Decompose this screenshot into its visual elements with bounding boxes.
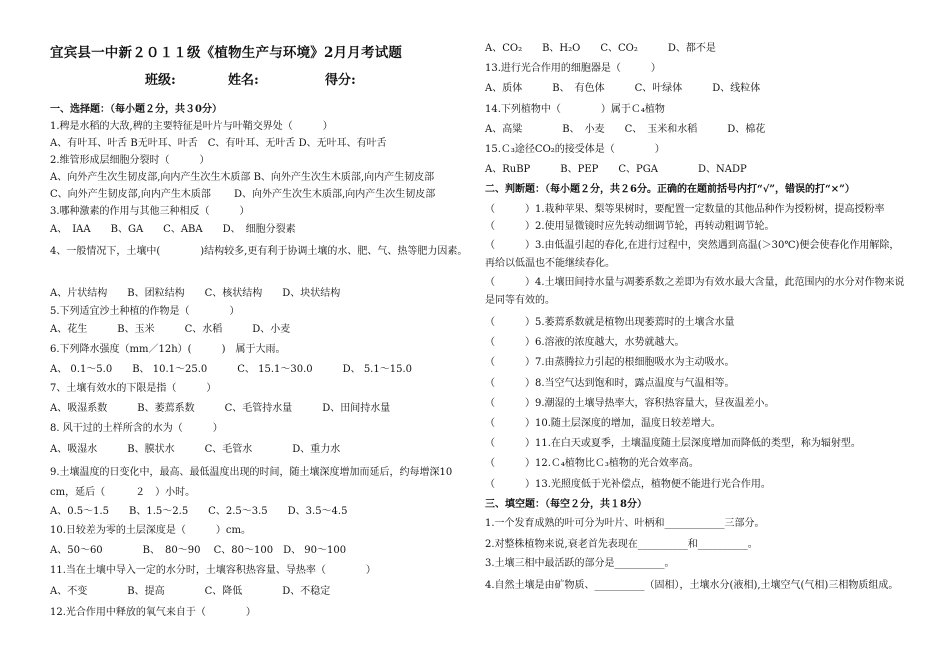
right-line-0: A、CO₂ B、H₂O C、CO₂ D、都不是 <box>485 43 716 54</box>
right-line-24: 3.土壤三相中最活跃的部分是__________。 <box>485 558 675 569</box>
right-line-7: 二、判断题：（每小题２分，共２6分。正确的在题前括号内打“√”，错误的打“×”） <box>485 184 855 195</box>
right-line-14: （ ）7.由蒸腾拉力引起的根细胞吸水为主动吸水。 <box>485 357 735 368</box>
left-line-7: 3.哪种激素的作用与其他三种相反（ ） <box>50 206 250 217</box>
left-line-5: A、向外产生次生韧皮部,向内产生次生木质部 B、向外产生次生木质部,向内产生韧皮部 <box>50 172 435 183</box>
left-line-20: A、0.5～1.5 B、1.5～2.5 C、2.5～3.5 D、3.5～4.5 <box>50 506 348 517</box>
left-line-15: 7、土壤有效水的下限是指（ ） <box>50 383 217 394</box>
class-label: 班级: <box>145 73 176 88</box>
right-line-19: （ ）12.Ｃ₄植物比Ｃ₃植物的光合效率高。 <box>485 458 699 469</box>
left-line-1: 一、选择题：（每小题２分，共３0分） <box>50 104 222 115</box>
right-line-11: （ ）4.土壤田间持水量与凋萎系数之差即为有效水最大含量，此范围内的水分对作物来说是同等有效的。 <box>485 277 905 306</box>
right-line-10: （ ）3.由低温引起的春化,在进行过程中，突然遇到高温(＞30℃)便会使春化作用解除，再给以低温也不能继续春化。 <box>485 240 900 269</box>
left-line-19: 9.土壤温度的日变化中，最高、最低温度出现的时间，随土壤深度增加而延后，约每增深10 cm，延后（ ２ ）小时。 <box>50 467 453 498</box>
right-line-16: （ ）9.潮湿的土壤导热率大，容积热容量大，昼夜温差小。 <box>485 398 775 409</box>
right-line-17: （ ）10.随土层深度的增加，温度日较差增大。 <box>485 418 721 429</box>
left-line-14: A、 0.1～5.0 B、 10.1～25.0 C、 15.1～30.0 D、 5.1～15.0 <box>50 364 412 375</box>
right-line-21: 三、填空题：（每空２分，共１8分） <box>485 499 647 510</box>
right-line-8: （ ）1.栽种苹果、梨等果树时，要配置一定数量的其他品种作为授粉树，提高授粉率 <box>485 204 885 215</box>
left-line-11: 5.下列适宜沙土种植的作物是（ ） <box>50 306 240 317</box>
left-line-23: 11.当在土壤中导入一定的水分时，土壤容积热容量、导热率（ ） <box>50 565 376 576</box>
right-line-15: （ ）8.当空气达到饱和时，露点温度与气温相等。 <box>485 378 735 389</box>
right-line-3: 14.下列植物中（ ）属于Ｃ₄植物 <box>485 104 665 115</box>
right-line-23: 2.对整株植物来说,衰老首先表现在__________和__________。 <box>485 539 758 550</box>
left-line-9: 4、一般情况下，土壤中( )结构较多,更有利于协调土壤的水、肥、气、热等肥力因素。 <box>50 246 468 257</box>
left-line-2: 1.稗是水稻的大敌,稗的主要特征是叶片与叶鞘交界处（ ） <box>50 121 333 132</box>
right-line-6: A、RuBP B、PEP C、PGA D、NADP <box>485 164 747 175</box>
right-line-9: （ ）2.使用显微镜时应先转动细调节轮，再转动粗调节轮。 <box>485 221 775 232</box>
right-line-18: （ ）11.在白天或夏季，土壤温度随土层深度增加而降低的类型，称为辐射型。 <box>485 438 861 449</box>
right-line-1: 13.进行光合作用的细胞器是（ ） <box>485 63 661 74</box>
left-line-12: A、花生 B、玉米 C、水稻 D、小麦 <box>50 324 291 335</box>
right-line-5: 15.Ｃ₃途径CO₂的接受体是（ ） <box>485 144 665 155</box>
left-line-22: A、50～60 B、 80～90 C、80～100 D、 90～100 <box>50 545 347 556</box>
left-line-17: 8. 风干过的土样所含的水为（ ） <box>50 423 223 434</box>
left-line-3: A、有叶耳、叶舌 B无叶耳、叶舌 C、有叶耳、无叶舌 D、无叶耳、有叶舌 <box>50 138 387 149</box>
name-label: 姓名: <box>228 73 259 88</box>
left-line-0: 宜宾县一中新２０１１级《植物生产与环境》2月月考试题 <box>50 45 403 61</box>
right-line-2: A、质体 B、 有色体 C、叶绿体 D、线粒体 <box>485 83 761 94</box>
left-line-4: 2.维管形成层细胞分裂时（ ） <box>50 155 210 166</box>
left-line-10: A、片状结构 B、团粒结构 C、核状结构 D、块状结构 <box>50 288 341 299</box>
right-line-13: （ ）6.溶液的浓度越大，水势就越大。 <box>485 337 685 348</box>
left-line-16: A、吸湿系数 B、萎蔫系数 C、毛管持水量 D、田间持水量 <box>50 403 391 414</box>
right-line-22: 1.一个发育成熟的叶可分为叶片、叶柄和____________三部分。 <box>485 518 765 529</box>
left-line-21: 10.日较差为零的土层深度是（ ）cm。 <box>50 525 251 536</box>
right-line-4: A、高粱 B、 小麦 C、 玉米和水稻 D、棉花 <box>485 124 766 135</box>
score-label: 得分: <box>325 73 356 88</box>
left-line-24: A、不变 B、提高 C、降低 D、不稳定 <box>50 586 331 597</box>
left-line-25: 12.光合作用中释放的氧气来自于（ ） <box>50 607 256 618</box>
right-line-20: （ ）13.光照度低于光补偿点，植物便不能进行光合作用。 <box>485 479 771 490</box>
left-line-13: 6.下列降水强度（mm／12h）( ) 属于大雨。 <box>50 344 286 355</box>
right-line-25: 4.自然土壤是由矿物质、__________（固相），土壤水分(液相),土壤空气(气相)三相物质组成。 <box>485 580 899 591</box>
right-line-12: （ ）5.萎蔫系数就是植物出现萎蔫时的土壤含水量 <box>485 317 735 328</box>
left-line-18: A、吸湿水 B、膜状水 C、毛管水 D、重力水 <box>50 444 341 455</box>
left-line-6: C、向外产生韧皮部,向内产生木质部 D、向外产生次生木质部,向内产生次生韧皮部 <box>50 189 436 200</box>
left-line-8: A、 IAA B、GA C、ABA D、 细胞分裂素 <box>50 224 296 235</box>
